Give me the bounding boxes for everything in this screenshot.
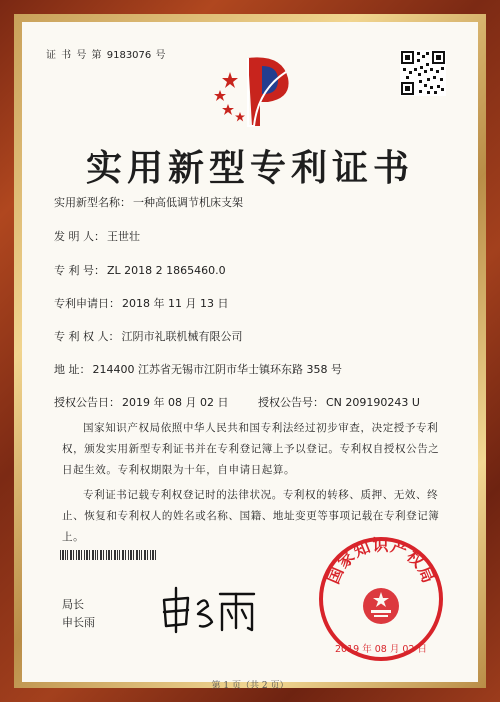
barcode — [60, 550, 156, 560]
field-inventor: 发 明 人： 王世壮 — [54, 230, 140, 243]
notice-paragraph-1: 国家知识产权局依照中华人民共和国专利法经过初步审查，决定授予专利权，颁发实用新型专利证书并在专利登记簿上予以登记。专利权自授权公告之日起生效。专利权期限为十年，自申请日起算。 — [62, 422, 440, 476]
official-seal — [316, 534, 446, 664]
patent-office-logo — [208, 50, 304, 130]
svg-text:国家知识产权局: 国家知识产权局 — [323, 535, 439, 587]
official-name: 申长雨 — [62, 616, 95, 629]
certificate-number: 证 书 号 第 9183076 号 — [46, 50, 167, 61]
field-application-date: 专利申请日： 2018 年 11 月 13 日 — [54, 297, 229, 310]
svg-text:2019 年 08 月 02 日: 2019 年 08 月 02 日 — [335, 644, 427, 655]
field-patent-number: 专 利 号： ZL 2018 2 1865460.0 — [54, 264, 226, 277]
field-grant-date: 授权公告日： 2019 年 08 月 02 日 — [54, 396, 229, 409]
qr-code — [400, 50, 446, 96]
certificate-title: 实用新型专利证书 — [85, 147, 414, 189]
signature — [158, 584, 258, 634]
notice-paragraph-2: 专利证书记载专利权登记时的法律状况。专利权的转移、质押、无效、终止、恢复和专利权人的姓名或名称、国籍、地址变更等事项记载在专利登记簿上。 — [62, 489, 440, 543]
field-address: 地 址： 214400 江苏省无锡市江阴市华士镇环东路 358 号 — [54, 363, 342, 376]
field-announcement-number: 授权公告号： CN 209190243 U — [258, 396, 420, 409]
certificate-paper — [22, 22, 478, 691]
field-patentee: 专 利 权 人： 江阴市礼联机械有限公司 — [54, 330, 243, 343]
page-number: 第 1 页（共 2 页） — [211, 681, 289, 691]
field-utility-model-name: 实用新型名称： 一种高低调节机床支架 — [54, 196, 243, 209]
official-title: 局长 — [62, 598, 84, 611]
